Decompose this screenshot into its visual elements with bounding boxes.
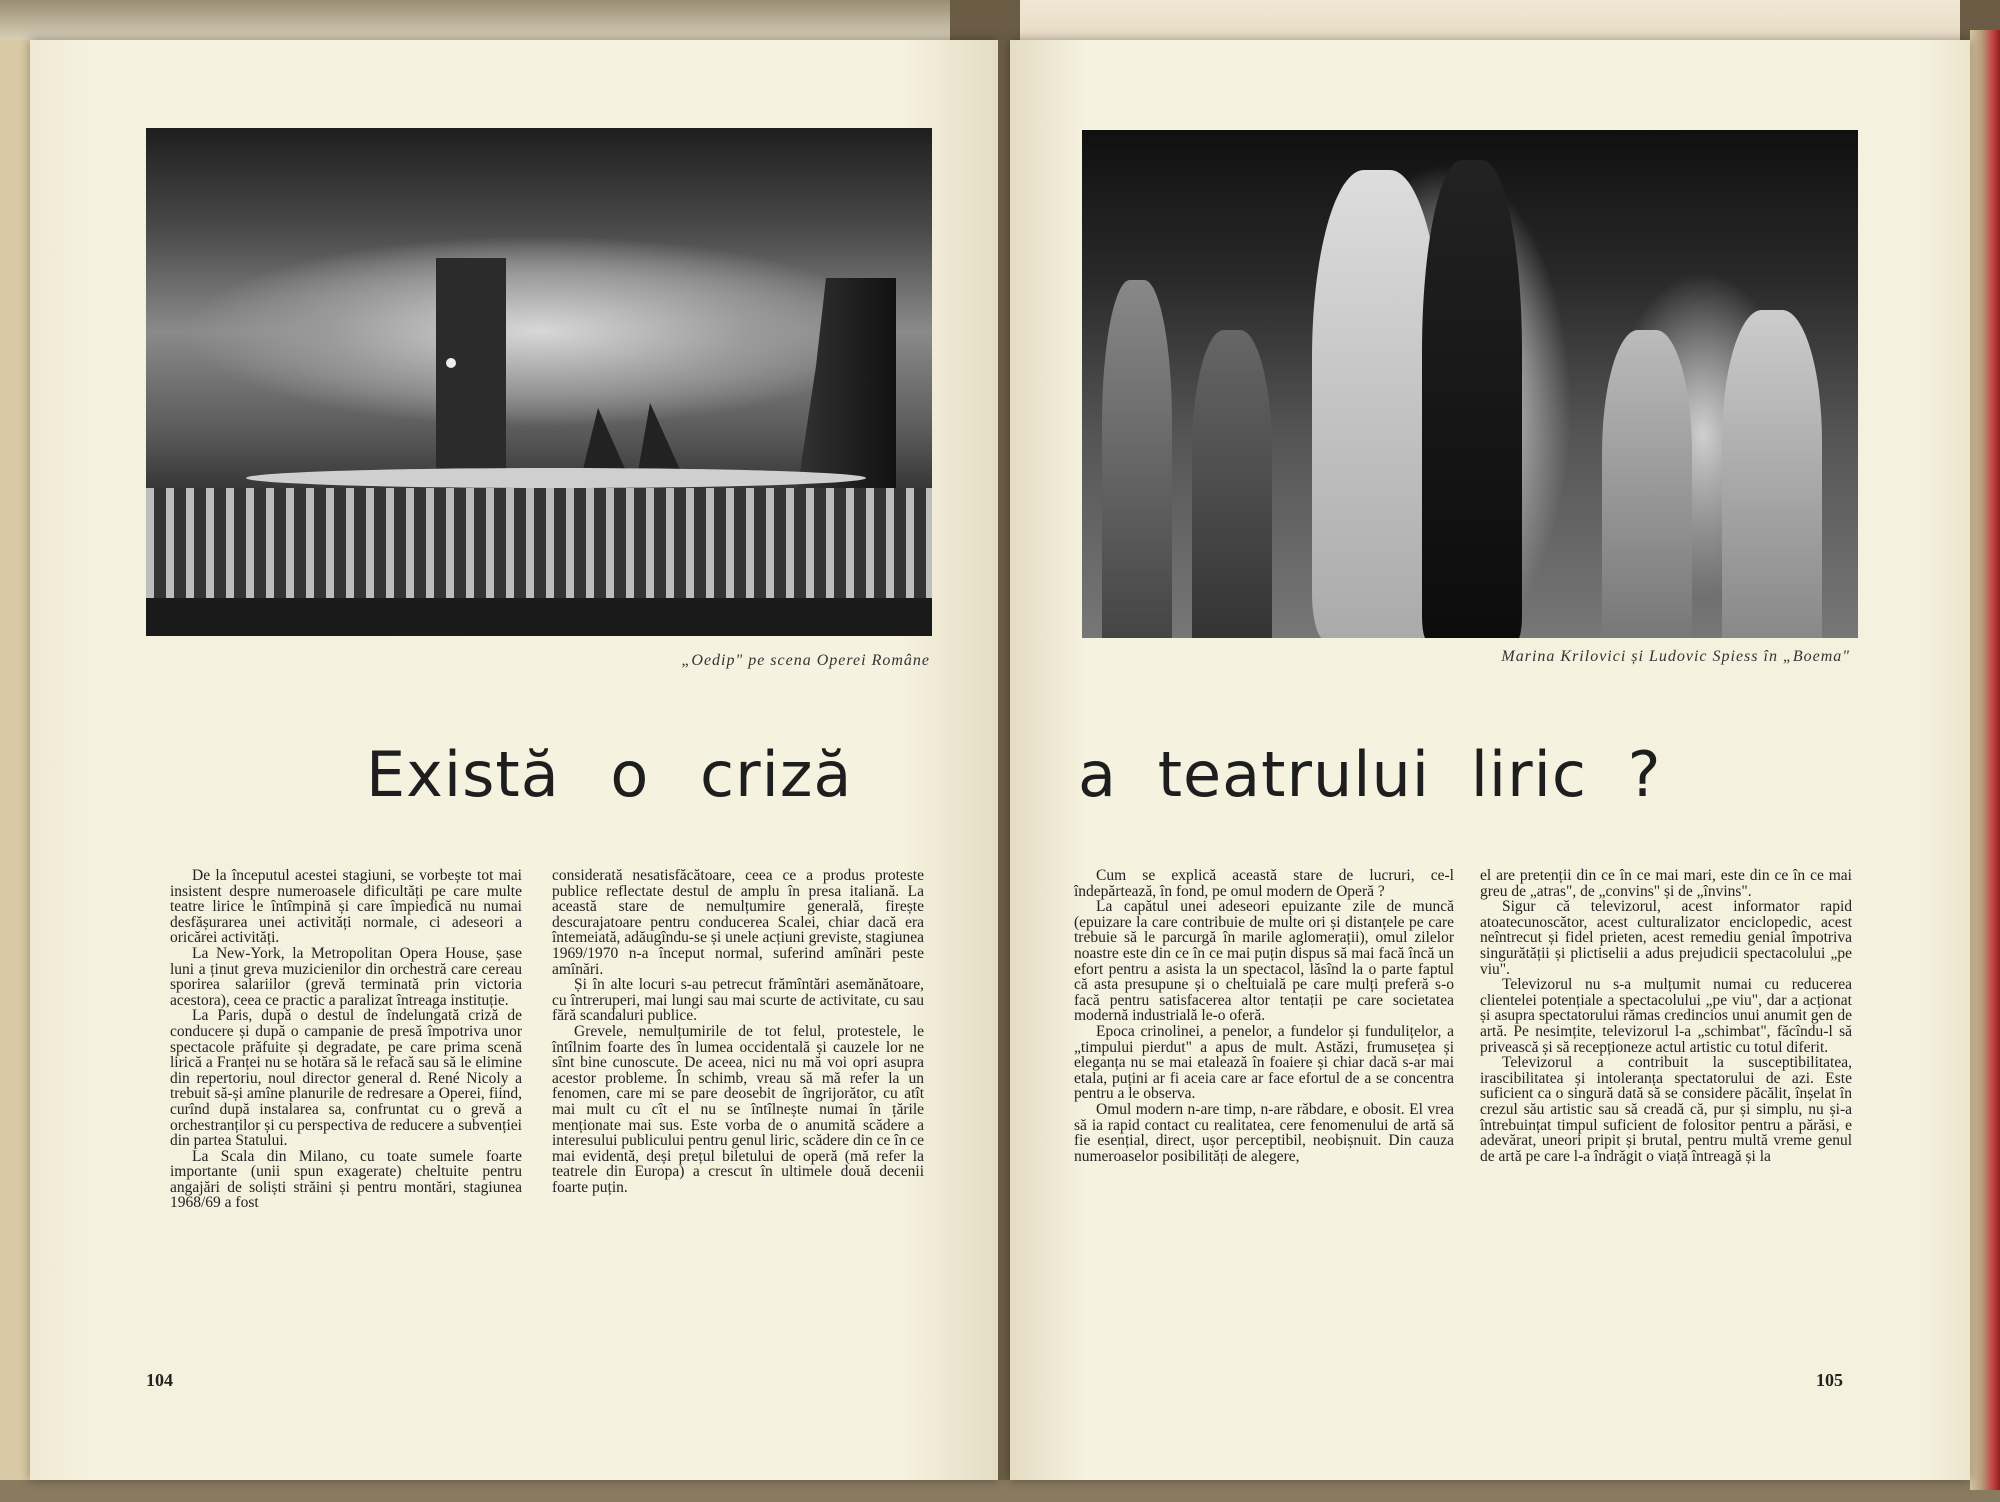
article-headline-part1: Există o criză — [366, 738, 853, 811]
stage-light — [446, 358, 456, 368]
chorus-figure — [1602, 330, 1692, 638]
paragraph: La Scala din Milano, cu toate sumele foarte importante (unii spun exagerate) cheltuite pentru angajări de soliști străini și pentru montări, stagiunea 1968/69 a fost — [170, 1147, 522, 1212]
photo-oedip-stage — [146, 128, 932, 636]
photo-caption: „Oedip" pe scena Operei Române — [681, 652, 930, 669]
singer-man — [1422, 160, 1522, 638]
chorus-row — [146, 488, 932, 598]
paragraph: De la începutul acestei stagiuni, se vorbește tot mai insistent despre numeroasele dificultăți pe care multe teatre lirice le întîmpină și care împiedică nu numai desfășurarea unei activități normale, ci adeseori a oricărei activități. — [170, 867, 522, 947]
photo-caption: Marina Krilovici și Ludovic Spiess în „Boema" — [1501, 648, 1850, 665]
article-headline-part2: a teatrului liric ? — [1078, 738, 1662, 811]
paragraph: Grevele, nemulțumirile de tot felul, protestele, le întîlnim foarte des în lumea occidentală și cauzele lor ne sînt bine cunoscute. De aceea, nici nu mă voi opri asupra acestor probleme. În schimb, vreau să mă refer la un fenomen, care mi se pare deosebit de îngrijorător, cu atît mai mult cu cît el nu se întîlnește numai în țările menționate mai sus. Este vorba de o anumită scădere a interesului publicului pentru genul liric, scădere din ce în ce mai evidentă, deși prețul biletului de operă (mă refer la teatrele din Europa) a crescut în ultimele două decenii foarte puțin. — [552, 1022, 924, 1196]
paragraph: Televizorul nu s-a mulțumit numai cu reducerea clientelei potențiale a spectacolului „pe viu", dar a acționat și asupra spectatorului rămas credincios unui anumit gen de artă. Pe nesimțite, televizorul l-a „schimbat", făcîndu-l să privească și să recepționeze actul artistic cu totul diferit. — [1480, 976, 1852, 1056]
text-column-1 — [170, 868, 522, 1211]
stacked-book-edge — [0, 0, 950, 40]
stage-platform — [246, 468, 866, 488]
chorus-figure — [1192, 330, 1272, 638]
text-column-3 — [1074, 868, 1454, 1164]
book-cover-edge-left — [0, 40, 30, 1480]
paragraph: La New-York, la Metropolitan Opera House, șase luni a ținut greva muzicienilor din orchestră care cereau sporirea salariilor (grevă terminată prin victoria acestora), ceea ce practic a paralizat întreaga instituție. — [170, 944, 522, 1009]
paragraph: Epoca crinolinei, a penelor, a fundelor și fundulițelor, a „timpului pierdut" a apus de mult. Astăzi, frumusețea și eleganța nu se mai etalează în foaiere și chiar dacă s-ar mai etala, puțini ar fi aceia care ar face efortul de a se concentra pentru a le observa. — [1074, 1022, 1454, 1103]
paragraph: La capătul unei adeseori epuizante zile de muncă (epuizare la care contribuie de multe ori și distanțele pe care trebuie să le parcurgă în marile aglomerații), omul zilelor noastre este din ce în ce mai puțin dispus să mai facă încă un efort pentru a asista la un spectacol, lăsînd la o parte faptul că asta presupune și o cheltuială pe care mulți preferă s-o facă pentru satisfacerea altor tentații pe care societatea modernă industrială le-o oferă. — [1074, 898, 1454, 1025]
book-gutter — [998, 40, 1010, 1480]
page-number-right: 105 — [1816, 1370, 1843, 1390]
paragraph: Sigur că televizorul, acest informator rapid atoatecunoscător, acest culturalizator enciclopedic, acest neîntrecut și fidel prieten, acest remediu genial împotriva singurătății și plictiselii a adus prejudicii spectacolului „pe viu". — [1480, 898, 1852, 978]
paragraph: La Paris, după o destul de îndelungată criză de conducere și după o campanie de presă împotriva unor spectacole prăfuite și degradate, pe care prima scenă lirică a Franței nu se hotăra să le refacă sau să le elimine din repertoriu, noul director general d. René Nicoly a trebuit să-și amîne planurile de redresare a Operei, fiind, curînd după instalarea sa, confruntat cu o grevă a orchestranților și cu perspectiva de reducere a subvenției din partea Statului. — [170, 1007, 522, 1150]
stage-floor — [146, 598, 932, 636]
photo-boema-scene — [1082, 130, 1858, 638]
text-column-4 — [1480, 868, 1852, 1164]
chorus-figure — [1102, 280, 1172, 638]
stage-cliff — [796, 278, 896, 498]
book-cover-edge-right — [1970, 30, 2000, 1490]
paragraph: Și în alte locuri s-au petrecut frămîntări asemănătoare, cu întreruperi, mai lungi sau mai scurte de activitate, cu sau fără scandaluri publice. — [552, 976, 924, 1025]
paragraph: considerată nesatisfăcătoare, ceea ce a produs proteste publice reflectate destul de amplu în presa italiană. La această stare de nemulțumire generală, firește descurajatoare pentru conducerea Scalei, chiar dacă era întemeiată, adăugîndu-se și unele acțiuni greviste, stagiunea 1969/1970 n-a început normal, suferind amînări peste amînări. — [552, 867, 924, 978]
chorus-figure — [1722, 310, 1822, 638]
stacked-book-edge — [1020, 0, 1960, 45]
paragraph: Cum se explică această stare de lucruri, ce-l îndepărtează, în fond, pe omul modern de Operă ? — [1074, 867, 1454, 900]
text-column-2 — [552, 868, 924, 1195]
paragraph: el are pretenții din ce în ce mai mari, este din ce în ce mai greu de „atras", de „convins" și de „învins". — [1480, 867, 1852, 900]
paragraph: Omul modern n-are timp, n-are răbdare, e obosit. El vrea să ia rapid contact cu realitatea, cere fenomenului de artă să fie esențial, direct, ușor perceptibil, neobișnuit. Din cauza numeroaselor posibilități de alegere, — [1074, 1100, 1454, 1165]
stage-pillar — [436, 258, 506, 488]
paragraph: Televizorul a contribuit la susceptibilitatea, irascibilitatea și intoleranța spectatorului de azi. Este suficient ca o singură dată să se considere păcălit, înșelat în crezul său artistic sau să creadă că, pur și simplu, nu și-a întrebuințat timpul suficient de folositor pentru a părăsi, e adevărat, uneori pripit și brutal, pentru multă vreme genul de artă pe care l-a îndrăgit o viață întreagă și la — [1480, 1054, 1852, 1165]
page-number-left: 104 — [146, 1370, 173, 1390]
